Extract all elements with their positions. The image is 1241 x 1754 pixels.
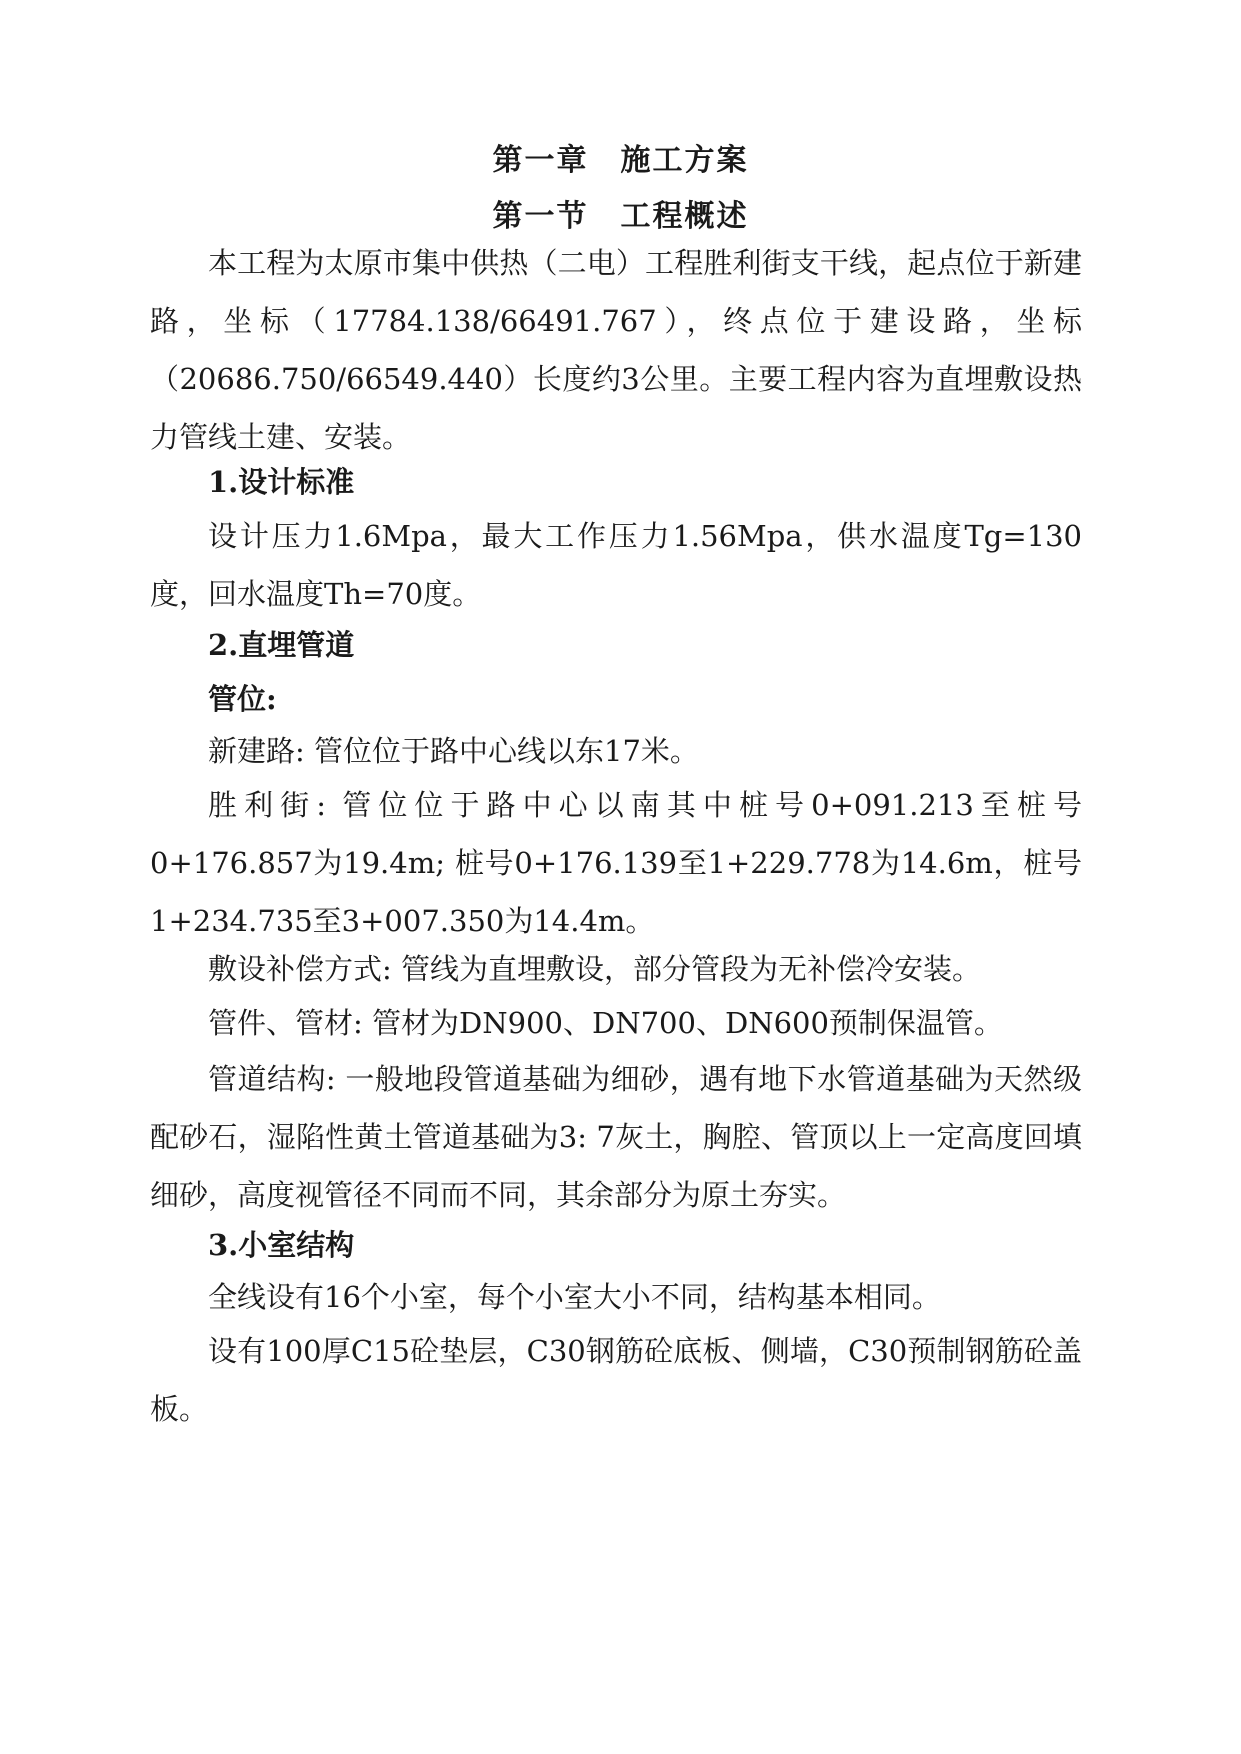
- design-standard-heading: 1.设计标准: [208, 465, 355, 499]
- design-standard-paragraph: 设计压力1.6Mpa，最大工作压力1.56Mpa，供水温度Tg=130度，回水温度Th=70度。: [150, 519, 1082, 611]
- pipe-structure-paragraph: 管道结构: 一般地段管道基础为细砂，遇有地下水管道基础为天然级配砂石，湿陷性黄土管道基础为3: 7灰土，胸腔、管顶以上一定高度回填细砂，高度视管径不同而不同，其余部分为原土夯实。: [150, 1062, 1082, 1212]
- chamber-paragraph-2: 设有100厚C15砼垫层，C30钢筋砼底板、侧墙，C30预制钢筋砼盖板。: [150, 1334, 1082, 1426]
- xinjian-road-paragraph: 新建路: 管位位于路中心线以东17米。: [208, 734, 699, 768]
- section-title: 第一节 工程概述: [492, 199, 749, 234]
- chamber-paragraph-1: 全线设有16个小室，每个小室大小不同，结构基本相同。: [208, 1280, 941, 1314]
- chapter-title: 第一章 施工方案: [492, 143, 749, 178]
- pipe-position-subheading: 管位:: [208, 682, 277, 716]
- laying-method-paragraph: 敷设补偿方式: 管线为直埋敷设，部分管段为无补偿冷安装。: [208, 952, 981, 986]
- direct-buried-heading: 2.直埋管道: [208, 628, 355, 662]
- overview-paragraph: 本工程为太原市集中供热（二电）工程胜利街支干线，起点位于新建路，坐标（17784.138/66491.767），终点位于建设路，坐标（20686.750/66549.440）长度约3公里。主要工程内容为直埋敷设热力管线土建、安装。: [150, 246, 1082, 454]
- fittings-paragraph: 管件、管材: 管材为DN900、DN700、DN600预制保温管。: [208, 1006, 1003, 1040]
- chamber-heading: 3.小室结构: [208, 1228, 355, 1262]
- shengli-street-paragraph: 胜利街: 管位位于路中心以南其中桩号0+091.213至桩号0+176.857为19.4m; 桩号0+176.139至1+229.778为14.6m，桩号1+234.735至3+007.350为14.4m。: [150, 788, 1082, 938]
